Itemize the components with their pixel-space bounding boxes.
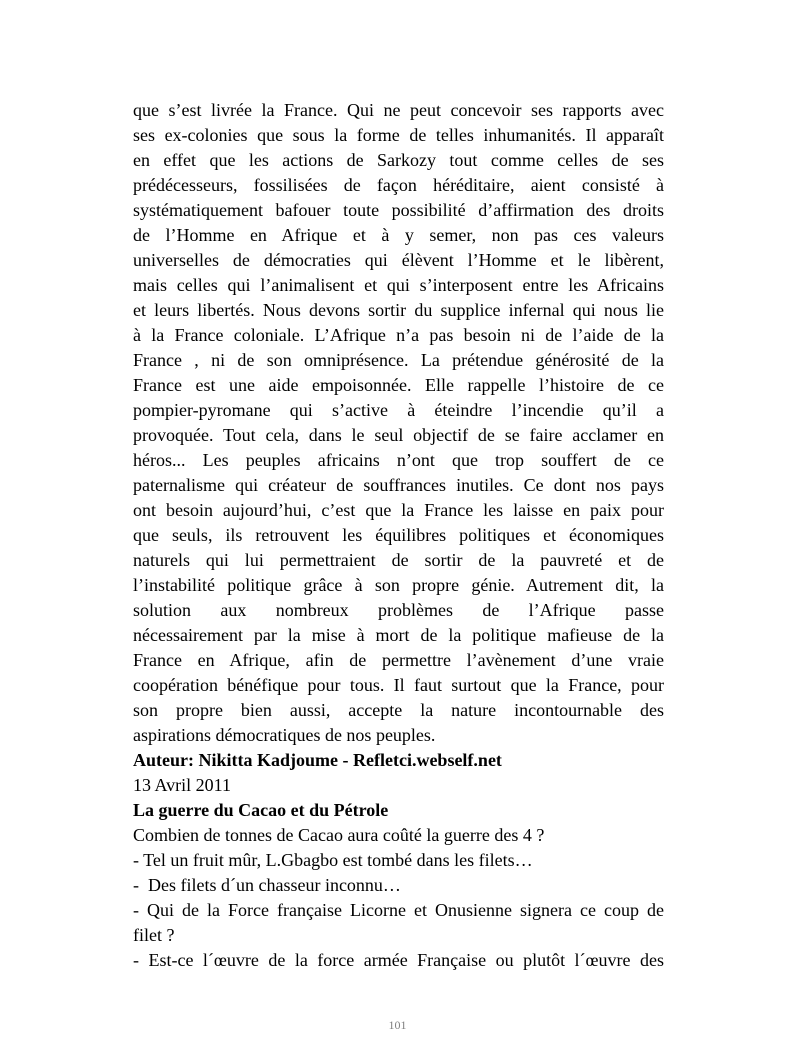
section-line: Combien de tonnes de Cacao aura coûté la guerre des 4 ? <box>133 825 545 845</box>
paragraph-line: en effet que les actions de Sarkozy tout comme celles de ses <box>133 150 664 170</box>
document-body <box>133 98 664 973</box>
paragraph-line: France en Afrique, afin de permettre l’avènement d’une vraie <box>133 650 664 670</box>
section-line: - Qui de la Force française Licorne et Onusienne signera ce coup de <box>133 900 664 920</box>
author-line: Auteur: Nikitta Kadjoume - Refletci.webself.net <box>133 750 502 770</box>
paragraph-line: à la France coloniale. L’Afrique n’a pas besoin ni de l’aide de la <box>133 325 664 345</box>
paragraph-line: que seuls, ils retrouvent les équilibres politiques et économiques <box>133 525 664 545</box>
page-number: 101 <box>388 1018 407 1032</box>
paragraph-line: provoquée. Tout cela, dans le seul objectif de se faire acclamer en <box>133 425 664 445</box>
paragraph-line: de l’Homme en Afrique et à y semer, non pas ces valeurs <box>133 225 664 245</box>
paragraph-line: l’instabilité politique grâce à son propre génie. Autrement dit, la <box>133 575 664 595</box>
section-title: La guerre du Cacao et du Pétrole <box>133 800 389 820</box>
paragraph-line: France , ni de son omniprésence. La prétendue générosité de la <box>133 350 664 370</box>
paragraph-line: ont besoin aujourd’hui, c’est que la France les laisse en paix pour <box>133 500 664 520</box>
section-line: filet ? <box>133 925 175 945</box>
paragraph-line: ses ex-colonies que sous la forme de telles inhumanités. Il apparaît <box>133 125 664 145</box>
paragraph-line: et leurs libertés. Nous devons sortir du supplice infernal qui nous lie <box>133 300 664 320</box>
paragraph-line: que s’est livrée la France. Qui ne peut concevoir ses rapports avec <box>133 100 664 120</box>
paragraph <box>133 98 664 723</box>
section-line: - Est-ce l´œuvre de la force armée Française ou plutôt l´œuvre des <box>133 950 664 970</box>
paragraph-line: solution aux nombreux problèmes de l’Afrique passe <box>133 600 664 620</box>
paragraph-line: paternalisme qui créateur de souffrances inutiles. Ce dont nos pays <box>133 475 664 495</box>
paragraph-line: universelles de démocraties qui élèvent l’Homme et le libèrent, <box>133 250 664 270</box>
section-line: - Des filets d´un chasseur inconnu… <box>133 875 401 895</box>
paragraph-line: pompier-pyromane qui s’active à éteindre l’incendie qu’il a <box>133 400 664 420</box>
paragraph-line: systématiquement bafouer toute possibilité d’affirmation des droits <box>133 200 664 220</box>
paragraph-line: prédécesseurs, fossilisées de façon héréditaire, aient consisté à <box>133 175 664 195</box>
paragraph-last-line: aspirations démocratiques de nos peuples. <box>133 725 436 745</box>
paragraph-line: mais celles qui l’animalisent et qui s’interposent entre les Africains <box>133 275 664 295</box>
section-line: - Tel un fruit mûr, L.Gbagbo est tombé dans les filets… <box>133 850 533 870</box>
paragraph-line: héros... Les peuples africains n’ont que trop souffert de ce <box>133 450 664 470</box>
paragraph-line: coopération bénéfique pour tous. Il faut surtout que la France, pour <box>133 675 664 695</box>
paragraph-line: naturels qui lui permettraient de sortir de la pauvreté et de <box>133 550 664 570</box>
paragraph-line: nécessairement par la mise à mort de la politique mafieuse de la <box>133 625 664 645</box>
date: 13 Avril 2011 <box>133 775 231 795</box>
paragraph-line: son propre bien aussi, accepte la nature incontournable des <box>133 700 664 720</box>
paragraph-line: France est une aide empoisonnée. Elle rappelle l’histoire de ce <box>133 375 664 395</box>
